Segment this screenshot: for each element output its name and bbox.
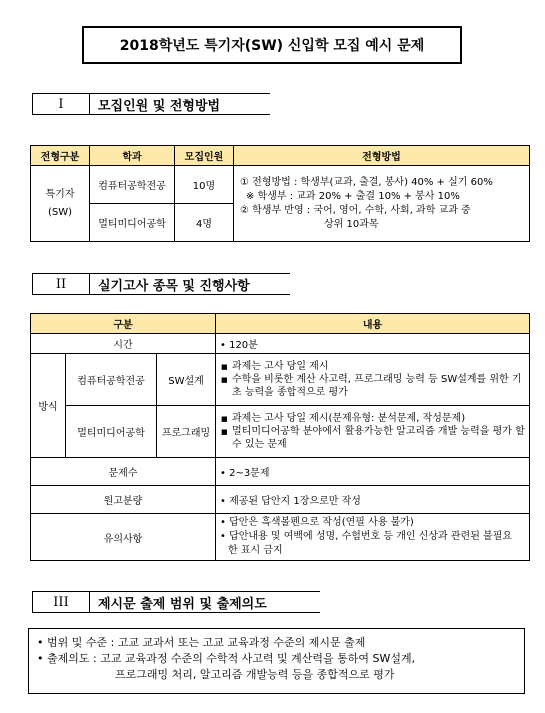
section-1-number: I (32, 93, 90, 115)
notes-cell (216, 514, 530, 561)
table1-dept-mm: 멀티미디어공학 (90, 204, 175, 242)
table1-method-cell (234, 166, 530, 242)
notes-line-1: • 답안은 흑색볼펜으로 작성(연필 사용 불가) (220, 517, 414, 528)
method-mm-item-2: ■ 멀티미디어공학 분야에서 활용가능한 알고리즘 개발 능력을 평가 할 수 있는 문제 (232, 425, 525, 451)
table1-group: 특기자 (SW) (31, 166, 90, 242)
table1-count-cs: 10명 (175, 166, 234, 204)
count-label: 문제수 (31, 458, 216, 486)
table1-header-method: 전형방법 (234, 146, 530, 166)
method-dept-cs: 컴퓨터공학전공 (66, 354, 157, 406)
section-3-title: 제시문 출제 범위 및 출제의도 (90, 591, 320, 613)
count-value: • 2~3문제 (216, 458, 530, 486)
exam-table (30, 313, 530, 561)
notes-label: 유의사항 (31, 514, 216, 561)
method-mm-item-1: ■ 과제는 고사 당일 제시(문제유형: 분석문제, 작성문제) (232, 412, 525, 425)
document-title: 2018학년도 특기자(SW) 신입학 모집 예시 문제 (82, 26, 462, 64)
method-dept-mm: 멀티미디어공학 (66, 406, 157, 458)
section-3-line-3: 프로그래밍 처리, 알고리즘 개발능력 등을 종합적으로 평가 (115, 668, 395, 681)
method-type-mm: 프로그래밍 (157, 406, 216, 458)
section-3-line-2: • 출제의도 : 고교 교육과정 수준의 수학적 사고력 및 계산력을 통하여 SW설계, (37, 652, 416, 665)
notes-line-3: 한 표시 금지 (228, 545, 283, 556)
method-line-3: ② 학생부 반영 : 국어, 영어, 수학, 사회, 과학 교과 중 (240, 204, 471, 216)
table2-header-content: 내용 (216, 314, 530, 334)
section-3-number: III (32, 591, 90, 613)
method-line-4: 상위 10과목 (324, 218, 379, 230)
table1-header-type: 전형구분 (31, 146, 90, 166)
section-2-title: 실기고사 종목 및 진행사항 (90, 273, 290, 295)
time-label: 시간 (31, 334, 216, 354)
method-cs-item-2: ■ 수학을 비롯한 계산 사고력, 프로그래밍 능력 등 SW설계를 위한 기초 능력을 종합적으로 평가 (232, 373, 525, 399)
section-3-box (28, 628, 525, 694)
recruitment-table (30, 145, 530, 242)
method-line-1: ① 전형방법 : 학생부(교과, 출결, 봉사) 40% + 실기 60% (240, 176, 493, 188)
notes-line-2: • 답안내용 및 여백에 성명, 수험번호 등 개인 신상과 관련된 불필요 (220, 531, 513, 542)
method-type-cs: SW설계 (157, 354, 216, 406)
method-cs-item-1: ■ 과제는 고사 당일 제시 (232, 360, 525, 373)
method-label: 방식 (31, 354, 66, 458)
paper-label: 원고분량 (31, 486, 216, 514)
method-items-cs (216, 354, 530, 406)
section-2-number: II (32, 273, 90, 295)
section-3-line-1: • 범위 및 수준 : 고교 교과서 또는 고교 교육과정 수준의 제시문 출제 (37, 636, 366, 649)
paper-value: • 제공된 답안지 1장으로만 작성 (216, 486, 530, 514)
table2-header-category: 구분 (31, 314, 216, 334)
table1-header-count: 모집인원 (175, 146, 234, 166)
table1-count-mm: 4명 (175, 204, 234, 242)
time-value: • 120분 (216, 334, 530, 354)
table1-header-dept: 학과 (90, 146, 175, 166)
method-items-mm (216, 406, 530, 458)
method-line-2: ※ 학생부 : 교과 20% + 출결 10% + 봉사 10% (246, 190, 460, 202)
table1-dept-cs: 컴퓨터공학전공 (90, 166, 175, 204)
section-1-title: 모집인원 및 전형방법 (90, 93, 270, 115)
